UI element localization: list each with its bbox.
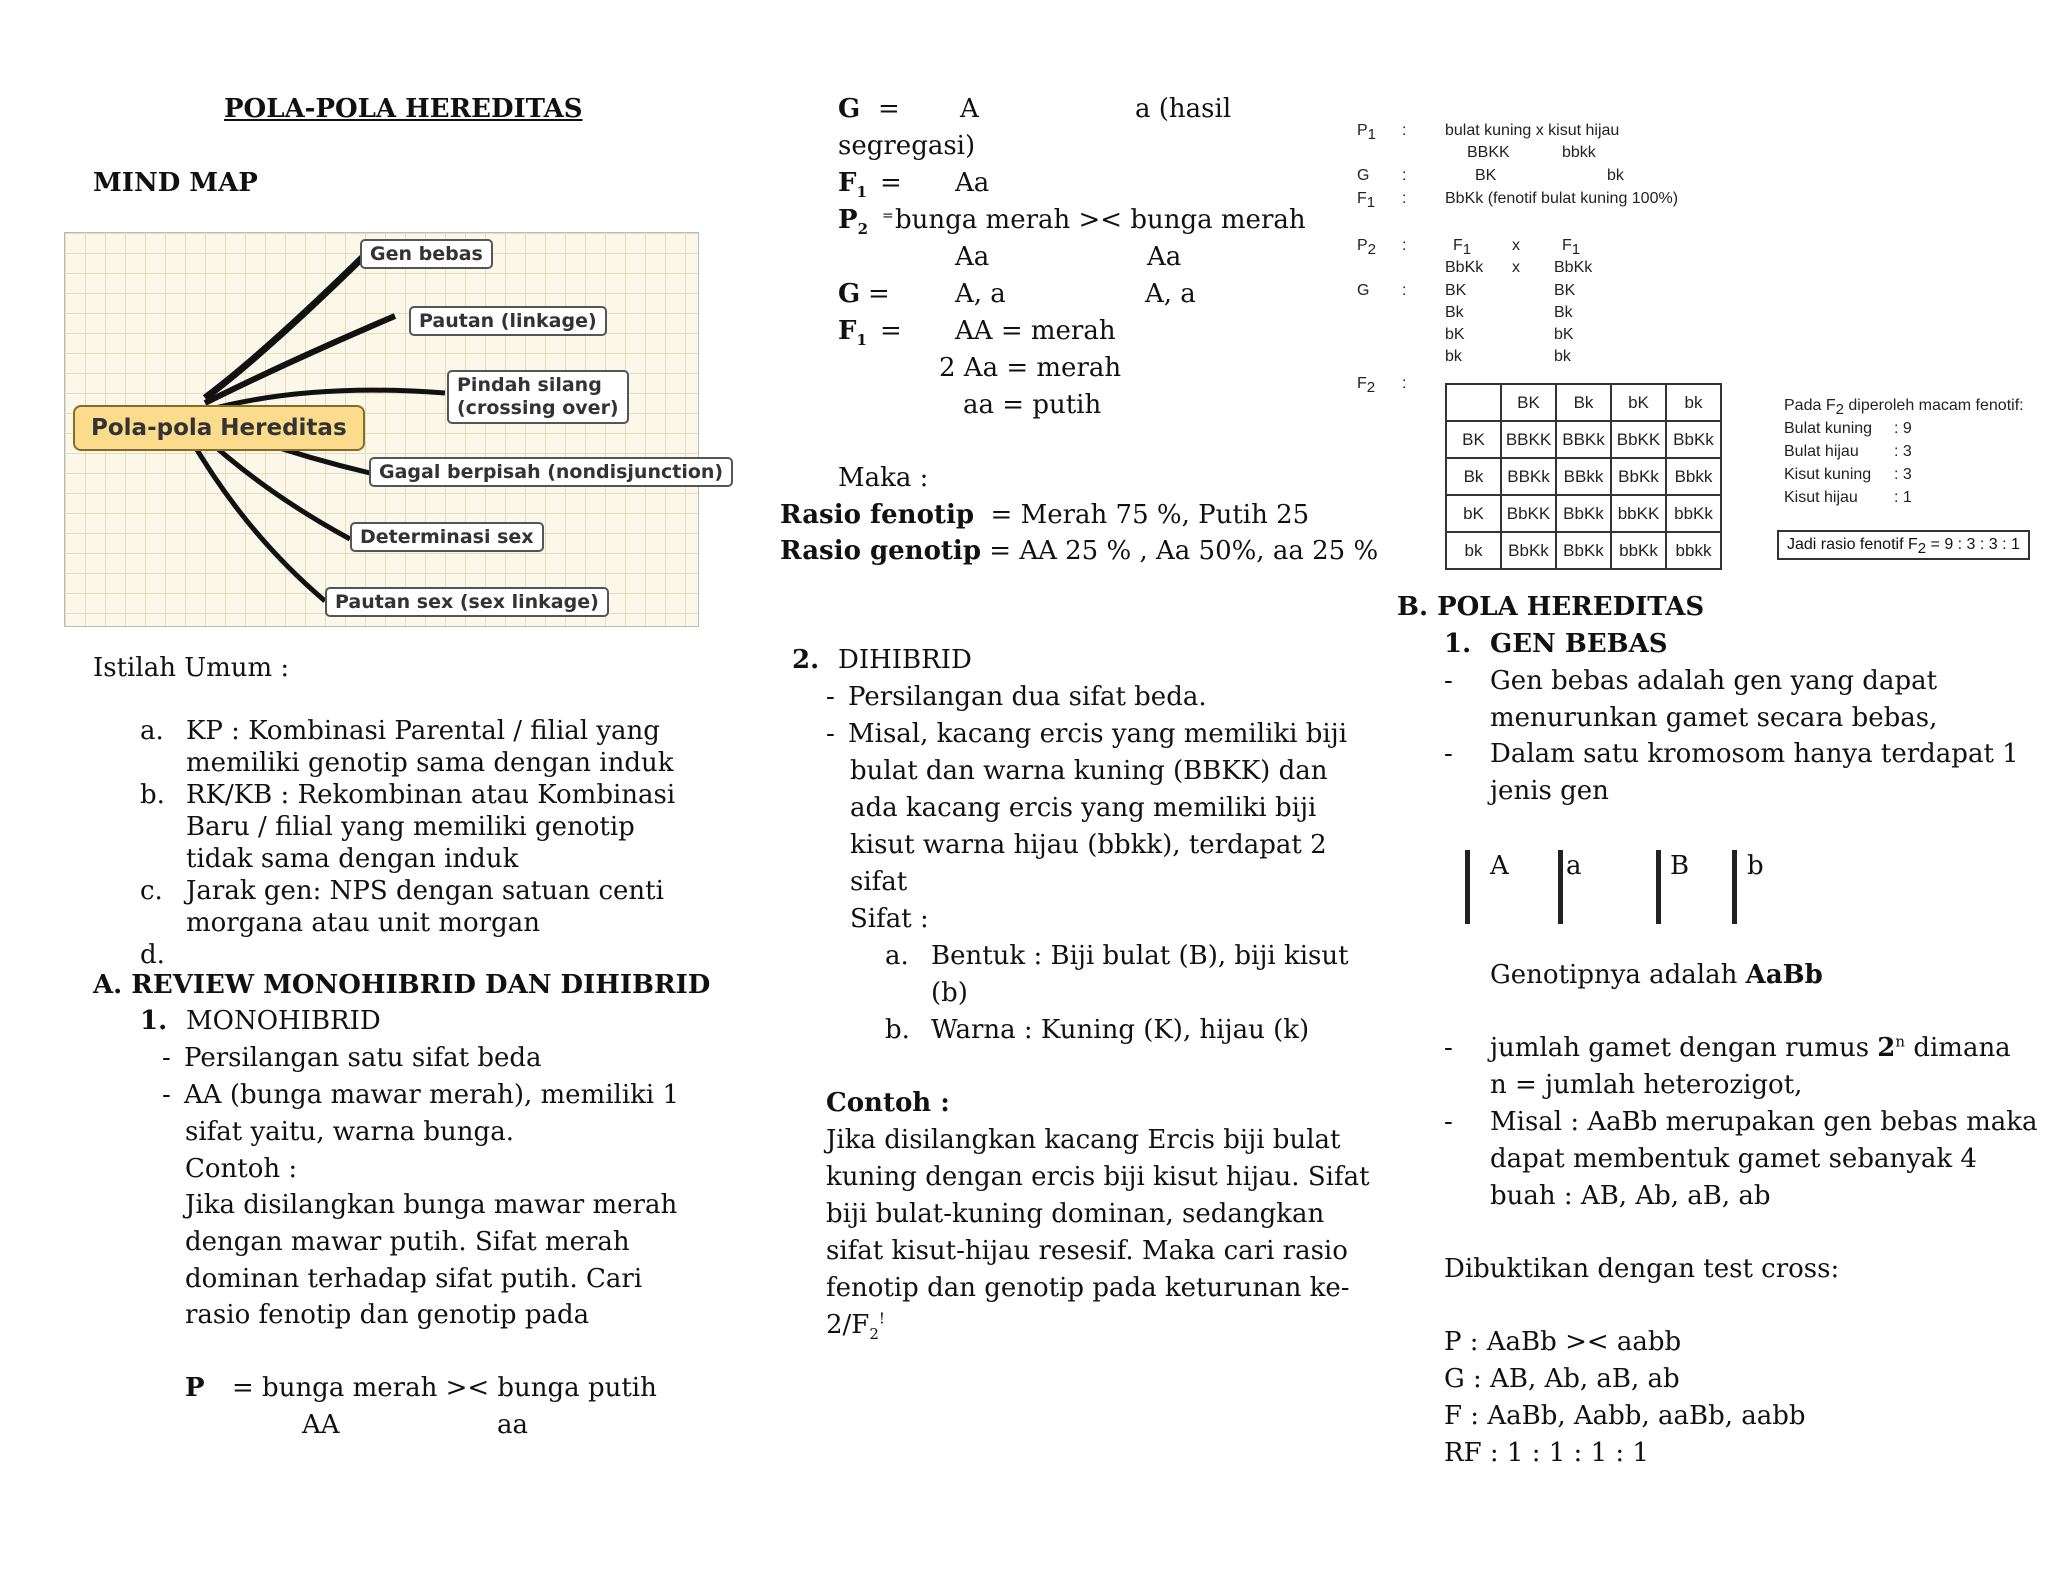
dibuktikan-line: Dibuktikan dengan test cross: <box>1444 1254 1840 1284</box>
page-title: POLA-POLA HEREDITAS <box>224 94 583 124</box>
rasio-fenotip: Rasio fenotip = Merah 75 %, Putih 25 <box>780 500 1310 530</box>
table-cell: BbKk <box>1611 458 1666 495</box>
table-cell: bK <box>1446 495 1501 532</box>
list-marker: d. <box>140 940 165 970</box>
table-cell: BBKk <box>1501 458 1556 495</box>
list-text: KP : Kombinasi Parental / filial yang <box>186 716 660 746</box>
contoh2-text-6: $2/F_2^!$ <box>826 1309 885 1344</box>
sifat-a: a. Bentuk : Biji bulat (B), biji kisut <box>885 941 1349 971</box>
list-text: RK/KB : Rekombinan atau Kombinasi <box>186 780 676 810</box>
mindmap-node-pindah-silang-l2: (crossing over) <box>457 397 619 419</box>
punnett-square <box>1445 383 1722 570</box>
gen-bebas-bullet-2-cont: jenis gen <box>1490 776 1609 806</box>
list-marker: b. <box>140 780 165 810</box>
chromosome-label-b-lower: b <box>1747 851 1764 881</box>
dihibrid-bullet-2-l5: sifat <box>850 867 908 897</box>
f1b-eq: = <box>880 316 902 346</box>
chromosome-bar <box>1732 850 1737 924</box>
fig-colon: : <box>1402 375 1407 392</box>
fig-p2-label: $P_2$ <box>1357 237 1377 259</box>
contoh2-text-3: biji bulat-kuning dominan, sedangkan <box>826 1199 1325 1229</box>
fig-colon: : <box>1402 122 1407 139</box>
f1b-row-3: aa = putih <box>963 390 1102 420</box>
mind-map <box>64 232 724 627</box>
pheno-row: Kisut kuning : 3 <box>1784 466 1912 483</box>
contoh2-text-4: sifat kisut-hijau resesif. Maka cari rasio <box>826 1236 1348 1266</box>
list-marker: c. <box>140 876 163 906</box>
f1b-row-1: AA = merah <box>955 316 1116 346</box>
dihibrid-number: 2. <box>792 645 820 675</box>
contoh2-text-5: fenotip dan genotip pada keturunan ke- <box>826 1273 1350 1303</box>
g2-label: G <box>838 279 861 309</box>
table-cell <box>1446 384 1501 421</box>
fig-g2: bk <box>1607 167 1624 184</box>
contoh-text-4: rasio fenotip dan genotip pada <box>185 1300 590 1330</box>
contoh2-text-2: kuning dengan ercis biji kisut hijau. Sifat <box>826 1162 1370 1192</box>
list-item-c <box>140 873 664 909</box>
table-cell: BbKk <box>1556 495 1611 532</box>
fig-p2-f1b: $F_1$ <box>1562 237 1581 259</box>
table-row <box>1446 495 1721 532</box>
mindmap-node-pindah-silang <box>447 370 629 424</box>
gamete-a: A <box>960 94 979 124</box>
table-header: Bk <box>1556 384 1611 421</box>
parent-genotype-2: aa <box>497 1410 529 1440</box>
mindmap-node-gen-bebas: Gen bebas <box>360 239 493 269</box>
dihibrid-bullet-2-l4: kisut warna hijau (bbkk), terdapat 2 <box>850 830 1327 860</box>
pheno-row: Bulat hijau : 3 <box>1784 443 1912 460</box>
gamete-eq: = <box>878 94 900 124</box>
fig-p2-g2: BbKk <box>1554 259 1593 276</box>
table-cell: bbKK <box>1611 495 1666 532</box>
fig-p2-f1a: $F_1$ <box>1453 237 1472 259</box>
table-header: bk <box>1666 384 1721 421</box>
dihibrid-bullet-1: - Persilangan dua sifat beda. <box>826 682 1207 712</box>
p2-genotype-1: Aa <box>955 242 990 272</box>
table-cell: bbKk <box>1611 532 1666 569</box>
fig-f1-text: BbKk (fenotif bulat kuning 100%) <box>1445 190 1679 207</box>
fig-colon: : <box>1402 282 1407 299</box>
misal-line-2: dapat membentuk gamet sebanyak 4 <box>1490 1144 1977 1174</box>
list-item-b <box>140 777 675 813</box>
testcross-g: G : AB, Ab, aB, ab <box>1444 1364 1680 1394</box>
contoh-text-2: dengan mawar putih. Sifat merah <box>185 1227 630 1257</box>
parent-cross: = bunga merah >< bunga putih <box>232 1373 657 1403</box>
branch-gen-bebas <box>205 255 365 398</box>
fig-f2-label: $F_2$ <box>1357 375 1376 397</box>
testcross-rf: RF : 1 : 1 : 1 : 1 <box>1444 1438 1649 1468</box>
contoh-label: Contoh : <box>185 1154 298 1184</box>
g2-eq: = <box>868 279 890 309</box>
rasio-genotip: Rasio genotip = AA 25 % , Aa 50%, aa 25 % <box>780 536 1379 566</box>
fig-p1-g1: BBKK <box>1467 144 1510 161</box>
sifat-a-cont: (b) <box>931 978 968 1008</box>
fig-gamete-list-1: BK Bk bK bk <box>1445 282 1467 365</box>
sifat-b: b. Warna : Kuning (K), hijau (k) <box>885 1015 1310 1045</box>
section-b-heading: B. POLA HEREDITAS <box>1397 592 1705 622</box>
table-cell: bbkk <box>1666 532 1721 569</box>
gen-bebas-bullet-2: - Dalam satu kromosom hanya terdapat 1 <box>1444 739 2019 769</box>
branch-pautan-sex <box>190 438 325 601</box>
monohibrid-heading <box>140 1003 381 1039</box>
gen-bebas-bullet-1-cont: menurunkan gamet secara bebas, <box>1490 703 1938 733</box>
dihibrid-bullet-2-l2: bulat dan warna kuning (BBKK) dan <box>850 756 1328 786</box>
testcross-p: P : AaBb >< aabb <box>1444 1327 1682 1357</box>
fig-p2-x: x <box>1512 237 1520 254</box>
list-item-b-cont: Baru / filial yang memiliki genotip <box>186 812 635 842</box>
fig-p1-g2: bbkk <box>1562 144 1596 161</box>
fig-g-label: G <box>1357 167 1370 184</box>
table-cell: Bk <box>1446 458 1501 495</box>
pheno-row: Kisut hijau : 1 <box>1784 489 1912 506</box>
mindmap-node-pautan-sex: Pautan sex (sex linkage) <box>325 587 609 617</box>
jumlah-gamet-cont: n = jumlah heterozigot, <box>1490 1070 1803 1100</box>
gamete-b: a (hasil <box>1135 94 1232 124</box>
gen-bebas-heading: 1. GEN BEBAS <box>1444 629 1668 659</box>
table-cell: BbKk <box>1556 532 1611 569</box>
f1b-label: $F_1$ <box>838 316 867 350</box>
f1b-row-2: 2 Aa = merah <box>939 353 1122 383</box>
misal-line: - Misal : AaBb merupakan gen bebas maka <box>1444 1107 2038 1137</box>
fig-f1-label: $F_1$ <box>1357 190 1376 212</box>
fig-p1-text: bulat kuning x kisut hijau <box>1445 122 1620 139</box>
fig-p1-label: $P_1$ <box>1357 122 1377 144</box>
p2-cross: bunga merah >< bunga merah <box>895 205 1306 235</box>
gen-bebas-bullet-1: - Gen bebas adalah gen yang dapat <box>1444 666 1938 696</box>
parent-label: P <box>185 1373 205 1403</box>
fig-colon: : <box>1402 167 1407 184</box>
istilah-heading: Istilah Umum : <box>93 653 290 683</box>
mindmap-node-determinasi-sex: Determinasi sex <box>350 522 544 552</box>
monohibrid-bullet-2-cont: sifat yaitu, warna bunga. <box>185 1117 514 1147</box>
table-cell: BBKK <box>1501 421 1556 458</box>
pheno-title: Pada $F_2$ diperoleh macam fenotif: <box>1784 397 2024 419</box>
fig-colon: : <box>1402 190 1407 207</box>
dihibrid-title: DIHIBRID <box>838 645 972 675</box>
contoh-text-1: Jika disilangkan bunga mawar merah <box>185 1190 678 1220</box>
table-cell: Bbkk <box>1666 458 1721 495</box>
contoh2-label: Contoh : <box>826 1088 950 1118</box>
list-marker: a. <box>140 716 164 746</box>
fig-gamete-list-2: BK Bk bK bk <box>1554 282 1576 365</box>
table-row <box>1446 532 1721 569</box>
p2-label: $P_2$ <box>838 205 868 239</box>
fig-g1: BK <box>1475 167 1497 184</box>
bullet-text: Persilangan satu sifat beda <box>184 1043 542 1073</box>
table-cell: BK <box>1446 421 1501 458</box>
f1-eq: = <box>880 168 902 198</box>
mindmap-center: Pola-pola Hereditas <box>73 405 365 451</box>
testcross-f: F : AaBb, Aabb, aaBb, aabb <box>1444 1401 1806 1431</box>
genotip-line: Genotipnya adalah AaBb <box>1490 960 1823 990</box>
misal-line-3: buah : AB, Ab, aB, ab <box>1490 1181 1771 1211</box>
pheno-row: Bulat kuning : 9 <box>1784 420 1912 437</box>
section-a-heading: A. REVIEW MONOHIBRID DAN DIHIBRID <box>93 970 711 1000</box>
list-item-b-cont2: tidak sama dengan induk <box>186 844 519 874</box>
dihibrid-bullet-2: - Misal, kacang ercis yang memiliki biji <box>826 719 1348 749</box>
sifat-label: Sifat : <box>850 904 929 934</box>
fig-p2-x2: x <box>1512 259 1520 276</box>
dihibrid-bullet-2-l3: ada kacang ercis yang memiliki biji <box>850 793 1317 823</box>
mindmap-heading: MIND MAP <box>93 168 258 198</box>
chromosome-bar <box>1465 850 1470 924</box>
mindmap-node-pindah-silang-l1: Pindah silang <box>457 374 602 396</box>
table-cell: BbKk <box>1501 532 1556 569</box>
table-header: BK <box>1501 384 1556 421</box>
table-row <box>1446 458 1721 495</box>
g2-b: A, a <box>1145 279 1196 309</box>
dihibrid-heading <box>792 642 972 678</box>
f1-value: Aa <box>955 168 990 198</box>
maka-label: Maka : <box>838 463 929 493</box>
g2-a: A, a <box>955 279 1006 309</box>
mindmap-node-gagal-berpisah: Gagal berpisah (nondisjunction) <box>369 457 733 487</box>
monohibrid-bullet-2: - AA (bunga mawar merah), memiliki 1 <box>162 1080 680 1110</box>
table-cell: BBkk <box>1556 458 1611 495</box>
chromosome-label-a-lower: a <box>1566 851 1582 881</box>
table-cell: BbKK <box>1611 421 1666 458</box>
list-item-a <box>140 713 660 749</box>
table-cell: bbKk <box>1666 495 1721 532</box>
fig-p2-g1: BbKk <box>1445 259 1484 276</box>
table-row <box>1446 384 1721 421</box>
fig-colon: : <box>1402 237 1407 254</box>
gamete-b-cont: segregasi) <box>838 131 976 161</box>
contoh2-text-1: Jika disilangkan kacang Ercis biji bulat <box>826 1125 1341 1155</box>
mindmap-node-pautan: Pautan (linkage) <box>409 306 607 336</box>
contoh-text-3: dominan terhadap sifat putih. Cari <box>185 1264 643 1294</box>
chromosome-bar <box>1558 850 1563 924</box>
bullet-text: AA (bunga mawar merah), memiliki 1 <box>184 1080 680 1110</box>
parent-genotype-1: AA <box>302 1410 340 1440</box>
table-cell: BbKK <box>1501 495 1556 532</box>
monohibrid-bullet-1: - Persilangan satu sifat beda <box>162 1043 542 1073</box>
jumlah-gamet: - jumlah gamet dengan rumus 2$^n$ dimana <box>1444 1032 2011 1063</box>
table-cell: BBKk <box>1556 421 1611 458</box>
ratio-box: Jadi rasio fenotif $F_2 = 9$ : 3 : 3 : 1 <box>1777 530 2030 560</box>
table-header: bK <box>1611 384 1666 421</box>
p2-eq: = <box>882 208 894 224</box>
monohibrid-title: MONOHIBRID <box>186 1006 381 1036</box>
table-cell: BbKk <box>1666 421 1721 458</box>
chromosome-label-b-upper: B <box>1670 851 1690 881</box>
f1-label: $F_1$ <box>838 168 867 202</box>
table-cell: bk <box>1446 532 1501 569</box>
gamete-label: G <box>838 94 861 124</box>
chromosome-label-a-upper: A <box>1490 851 1509 881</box>
list-item-a-cont: memiliki genotip sama dengan induk <box>186 748 674 778</box>
chromosome-bar <box>1656 850 1661 924</box>
list-item-c-cont: morgana atau unit morgan <box>186 908 540 938</box>
table-row <box>1446 421 1721 458</box>
list-text: Jarak gen: NPS dengan satuan centi <box>186 876 664 906</box>
p2-genotype-2: Aa <box>1147 242 1182 272</box>
monohibrid-number: 1. <box>140 1006 168 1036</box>
fig-g2-label: G <box>1357 282 1370 299</box>
